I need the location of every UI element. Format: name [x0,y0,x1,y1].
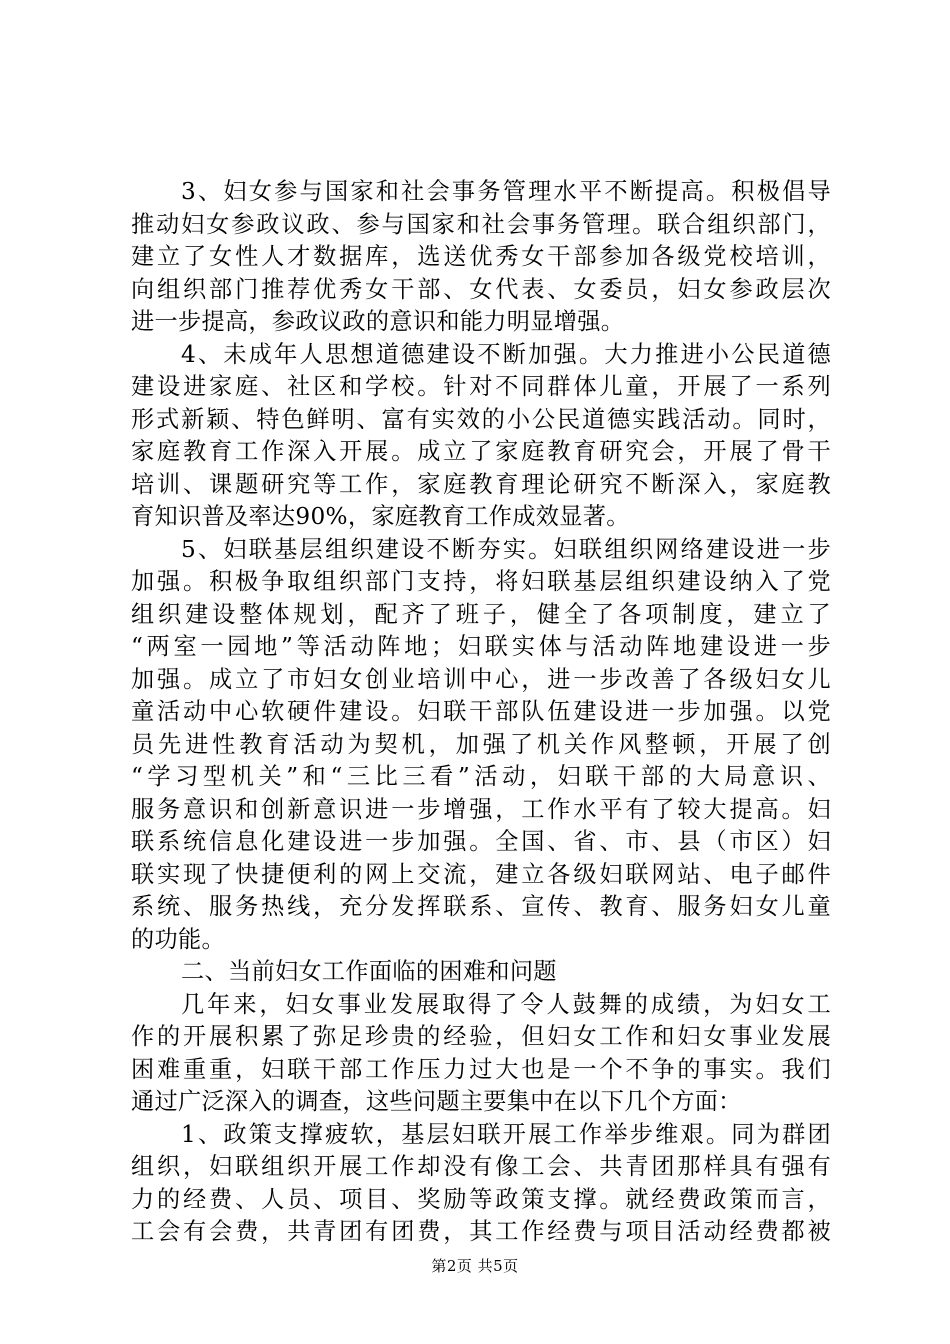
text-line: 力的经费、人员、项目、奖励等政策支撑。就经费政策而言， [131,1185,831,1213]
text-line: 育知识普及率达90%，家庭教育工作成效显著。 [131,503,630,530]
text-line: 通过广泛深入的调查，这些问题主要集中在以下几个方面： [131,1088,742,1115]
text-line: 困难重重，妇联干部工作压力过大也是一个不争的事实。我们 [131,1055,831,1083]
paragraph-minors-morality [131,339,831,534]
heading-text: 二、当前妇女工作面临的困难和问题 [181,958,557,985]
text-line: 联系统信息化建设进一步加强。全国、省、市、县（市区）妇 [131,828,831,855]
text-line: 员先进性教育活动为契机，加强了机关作风整顿，开展了创 [131,730,831,758]
paragraph-policy-support [131,1119,831,1249]
text-line: 系统、服务热线，充分发挥联系、宣传、教育、服务妇女儿童 [131,893,831,920]
text-line: “两室一园地”等活动阵地；妇联实体与活动阵地建设进一步 [131,633,831,660]
text-line: 培训、课题研究等工作，家庭教育理论研究不断深入，家庭教 [131,470,831,498]
document-body [131,176,831,1249]
text-line: 联实现了快捷便利的网上交流，建立各级妇联网站、电子邮件 [131,860,831,888]
text-line: 3、妇女参与国家和社会事务管理水平不断提高。积极倡导 [181,178,831,205]
text-line: 组织建设整体规划，配齐了班子，健全了各项制度，建立了 [131,600,831,628]
text-line: 加强。积极争取组织部门支持，将妇联基层组织建设纳入了党 [131,568,831,595]
text-line: 5、妇联基层组织建设不断夯实。妇联组织网络建设进一步 [181,535,831,563]
text-line: 建立了女性人才数据库，选送优秀女干部参加各级党校培训， [131,243,831,270]
text-line: 建设进家庭、社区和学校。针对不同群体儿童，开展了一系列 [131,373,831,400]
paragraph-women-participation [131,176,831,339]
text-line: 几年来，妇女事业发展取得了令人鼓舞的成绩，为妇女工 [181,990,831,1018]
text-line: 的功能。 [131,925,225,953]
text-line: “学习型机关”和“三比三看”活动，妇联干部的大局意识、 [131,763,831,790]
text-line: 形式新颖、特色鲜明、富有实效的小公民道德实践活动。同时， [131,405,831,433]
text-line: 向组织部门推荐优秀女干部、女代表、女委员，妇女参政层次 [131,275,831,303]
text-line: 加强。成立了市妇女创业培训中心，进一步改善了各级妇女儿 [131,665,831,693]
text-line: 进一步提高，参政议政的意识和能力明显增强。 [131,308,625,335]
text-line: 服务意识和创新意识进一步增强，工作水平有了较大提高。妇 [131,795,831,823]
paragraph-overview [131,989,831,1119]
section-heading [131,956,831,989]
text-line: 4、未成年人思想道德建设不断加强。大力推进小公民道德 [181,340,831,368]
text-line: 推动妇女参政议政、参与国家和社会事务管理。联合组织部门， [131,210,831,238]
text-line: 工会有会费，共青团有团费，其工作经费与项目活动经费都被 [131,1218,831,1245]
text-line: 家庭教育工作深入开展。成立了家庭教育研究会，开展了骨干 [131,438,831,465]
text-line: 童活动中心软硬件建设。妇联干部队伍建设进一步加强。以党 [131,698,831,725]
text-line: 1、政策支撑疲软，基层妇联开展工作举步维艰。同为群团 [181,1120,831,1148]
text-line: 作的开展积累了弥足珍贵的经验，但妇女工作和妇女事业发展 [131,1023,831,1050]
text-line: 组织，妇联组织开展工作却没有像工会、共青团那样具有强有 [131,1153,831,1180]
page-number-footer: 第2页 共5页 [431,1257,519,1275]
paragraph-grassroots-organization [131,534,831,957]
